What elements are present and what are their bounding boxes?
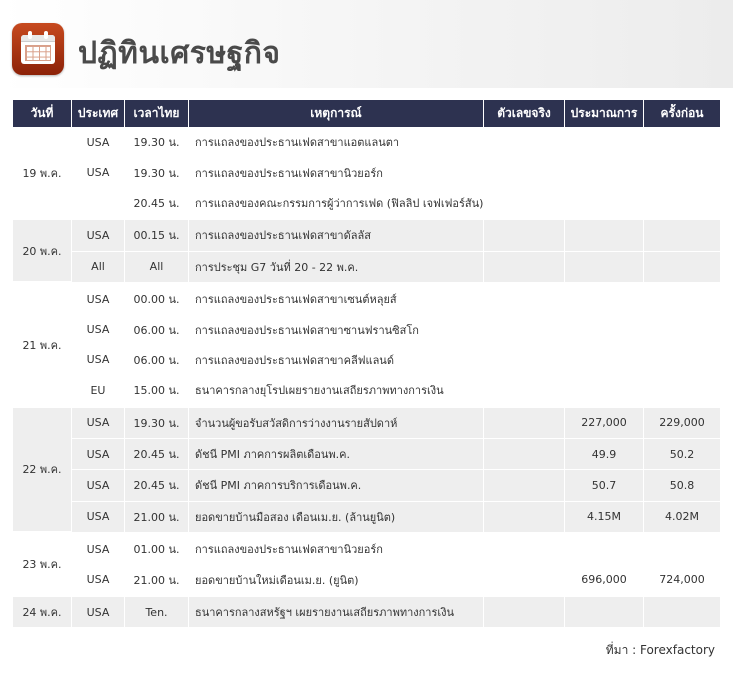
table-row xyxy=(13,470,720,501)
forecast-cell xyxy=(565,375,644,405)
actual-cell xyxy=(484,127,565,157)
previous-cell xyxy=(644,282,720,314)
time-cell: 19.30 น. xyxy=(125,127,189,157)
previous-cell: 50.8 xyxy=(644,470,720,501)
country-cell: USA xyxy=(72,406,125,439)
event-cell: การประชุม G7 วันที่ 20 - 22 พ.ค. xyxy=(189,252,484,282)
time-cell: 20.45 น. xyxy=(125,439,189,470)
previous-cell: 229,000 xyxy=(644,406,720,439)
forecast-cell xyxy=(565,157,644,187)
page-title: ปฏิทินเศรษฐกิจ xyxy=(78,36,281,71)
forecast-cell: 4.15M xyxy=(565,502,644,532)
calendar-icon xyxy=(12,23,64,75)
event-cell: การแถลงของประธานเฟดสาขาซานฟรานซิสโก xyxy=(189,314,484,344)
forecast-cell xyxy=(565,595,644,627)
column-header: ประมาณการ xyxy=(565,100,644,127)
country-cell: USA xyxy=(72,564,125,594)
table-row xyxy=(13,188,720,218)
table-row xyxy=(13,157,720,187)
column-header: ประเทศ xyxy=(72,100,125,127)
event-cell: ดัชนี PMI ภาคการบริการเดือนพ.ค. xyxy=(189,470,484,501)
time-cell: 21.00 น. xyxy=(125,564,189,594)
previous-cell: 4.02M xyxy=(644,502,720,532)
previous-cell xyxy=(644,218,720,251)
forecast-cell xyxy=(565,218,644,251)
previous-cell xyxy=(644,188,720,218)
previous-cell xyxy=(644,595,720,627)
forecast-cell xyxy=(565,252,644,282)
country-cell: USA xyxy=(72,218,125,251)
country-cell: USA xyxy=(72,502,125,532)
previous-cell xyxy=(644,157,720,187)
actual-cell xyxy=(484,564,565,594)
event-cell: ดัชนี PMI ภาคการผลิตเดือนพ.ค. xyxy=(189,439,484,470)
forecast-cell: 49.9 xyxy=(565,439,644,470)
event-cell: การแถลงของคณะกรรมการผู้ว่าการเฟด (ฟิลลิป เจฟเฟอร์สัน) xyxy=(189,188,484,218)
event-cell: ธนาคารกลางยุโรปเผยรายงานเสถียรภาพทางการเงิน xyxy=(189,375,484,405)
actual-cell xyxy=(484,595,565,627)
country-cell: USA xyxy=(72,314,125,344)
table-row xyxy=(13,375,720,405)
page-header xyxy=(0,0,733,88)
country-cell xyxy=(72,188,125,218)
country-cell: USA xyxy=(72,532,125,564)
actual-cell xyxy=(484,314,565,344)
economic-calendar-table xyxy=(13,100,720,627)
previous-cell xyxy=(644,532,720,564)
country-cell: USA xyxy=(72,470,125,501)
forecast-cell xyxy=(565,127,644,157)
time-cell: Ten. xyxy=(125,595,189,627)
column-header: วันที่ xyxy=(13,100,72,127)
event-cell: การแถลงของประธานเฟดสาขานิวยอร์ก xyxy=(189,532,484,564)
event-cell: ยอดขายบ้านมือสอง เดือนเม.ย. (ล้านยูนิต) xyxy=(189,502,484,532)
column-header: เวลาไทย xyxy=(125,100,189,127)
actual-cell xyxy=(484,439,565,470)
actual-cell xyxy=(484,470,565,501)
time-cell: 06.00 น. xyxy=(125,345,189,375)
date-cell: 19 พ.ค. xyxy=(13,127,72,218)
event-cell: ยอดขายบ้านใหม่เดือนเม.ย. (ยูนิต) xyxy=(189,564,484,594)
time-cell: 19.30 น. xyxy=(125,157,189,187)
country-cell: USA xyxy=(72,157,125,187)
event-cell: การแถลงของประธานเฟดสาขาคลีฟแลนด์ xyxy=(189,345,484,375)
country-cell: EU xyxy=(72,375,125,405)
country-cell: USA xyxy=(72,439,125,470)
table-row xyxy=(13,502,720,532)
actual-cell xyxy=(484,188,565,218)
country-cell: USA xyxy=(72,345,125,375)
table-row xyxy=(13,282,720,314)
forecast-cell xyxy=(565,532,644,564)
time-cell: 01.00 น. xyxy=(125,532,189,564)
forecast-cell xyxy=(565,314,644,344)
actual-cell xyxy=(484,406,565,439)
forecast-cell xyxy=(565,282,644,314)
forecast-cell xyxy=(565,345,644,375)
date-cell: 20 พ.ค. xyxy=(13,218,72,282)
table-row xyxy=(13,127,720,157)
column-header: ตัวเลขจริง xyxy=(484,100,565,127)
date-cell: 23 พ.ค. xyxy=(13,532,72,595)
time-cell: 06.00 น. xyxy=(125,314,189,344)
time-cell: 20.45 น. xyxy=(125,188,189,218)
country-cell: All xyxy=(72,252,125,282)
time-cell: 20.45 น. xyxy=(125,470,189,501)
previous-cell xyxy=(644,127,720,157)
forecast-cell: 50.7 xyxy=(565,470,644,501)
country-cell: USA xyxy=(72,127,125,157)
actual-cell xyxy=(484,502,565,532)
table-row xyxy=(13,252,720,282)
time-cell: 19.30 น. xyxy=(125,406,189,439)
time-cell: 00.00 น. xyxy=(125,282,189,314)
time-cell: 15.00 น. xyxy=(125,375,189,405)
previous-cell: 724,000 xyxy=(644,564,720,594)
actual-cell xyxy=(484,218,565,251)
forecast-cell: 696,000 xyxy=(565,564,644,594)
source-note: ที่มา : Forexfactory xyxy=(605,643,715,657)
previous-cell xyxy=(644,345,720,375)
actual-cell xyxy=(484,157,565,187)
table-row xyxy=(13,564,720,594)
time-cell: 00.15 น. xyxy=(125,218,189,251)
column-header: เหตุการณ์ xyxy=(189,100,484,127)
previous-cell xyxy=(644,375,720,405)
actual-cell xyxy=(484,282,565,314)
event-cell: การแถลงของประธานเฟดสาขาดัลลัส xyxy=(189,218,484,251)
time-cell: All xyxy=(125,252,189,282)
actual-cell xyxy=(484,345,565,375)
country-cell: USA xyxy=(72,595,125,627)
event-cell: การแถลงของประธานเฟดสาขานิวยอร์ก xyxy=(189,157,484,187)
table-header-row xyxy=(13,100,720,127)
time-cell: 21.00 น. xyxy=(125,502,189,532)
actual-cell xyxy=(484,375,565,405)
table-row xyxy=(13,345,720,375)
country-cell: USA xyxy=(72,282,125,314)
table-body xyxy=(13,127,720,627)
column-header: ครั้งก่อน xyxy=(644,100,720,127)
date-cell: 21 พ.ค. xyxy=(13,282,72,406)
table-row xyxy=(13,595,720,627)
previous-cell xyxy=(644,314,720,344)
table-row xyxy=(13,532,720,564)
table-row xyxy=(13,218,720,251)
event-cell: การแถลงของประธานเฟดสาขาแอตแลนตา xyxy=(189,127,484,157)
date-cell: 22 พ.ค. xyxy=(13,406,72,533)
event-cell: การแถลงของประธานเฟดสาขาเซนต์หลุยส์ xyxy=(189,282,484,314)
previous-cell: 50.2 xyxy=(644,439,720,470)
forecast-cell: 227,000 xyxy=(565,406,644,439)
previous-cell xyxy=(644,252,720,282)
table-row xyxy=(13,406,720,439)
event-cell: ธนาคารกลางสหรัฐฯ เผยรายงานเสถียรภาพทางการเงิน xyxy=(189,595,484,627)
actual-cell xyxy=(484,252,565,282)
actual-cell xyxy=(484,532,565,564)
event-cell: จำนวนผู้ขอรับสวัสดิการว่างงานรายสัปดาห์ xyxy=(189,406,484,439)
forecast-cell xyxy=(565,188,644,218)
date-cell: 24 พ.ค. xyxy=(13,595,72,627)
table-row xyxy=(13,439,720,470)
table-row xyxy=(13,314,720,344)
